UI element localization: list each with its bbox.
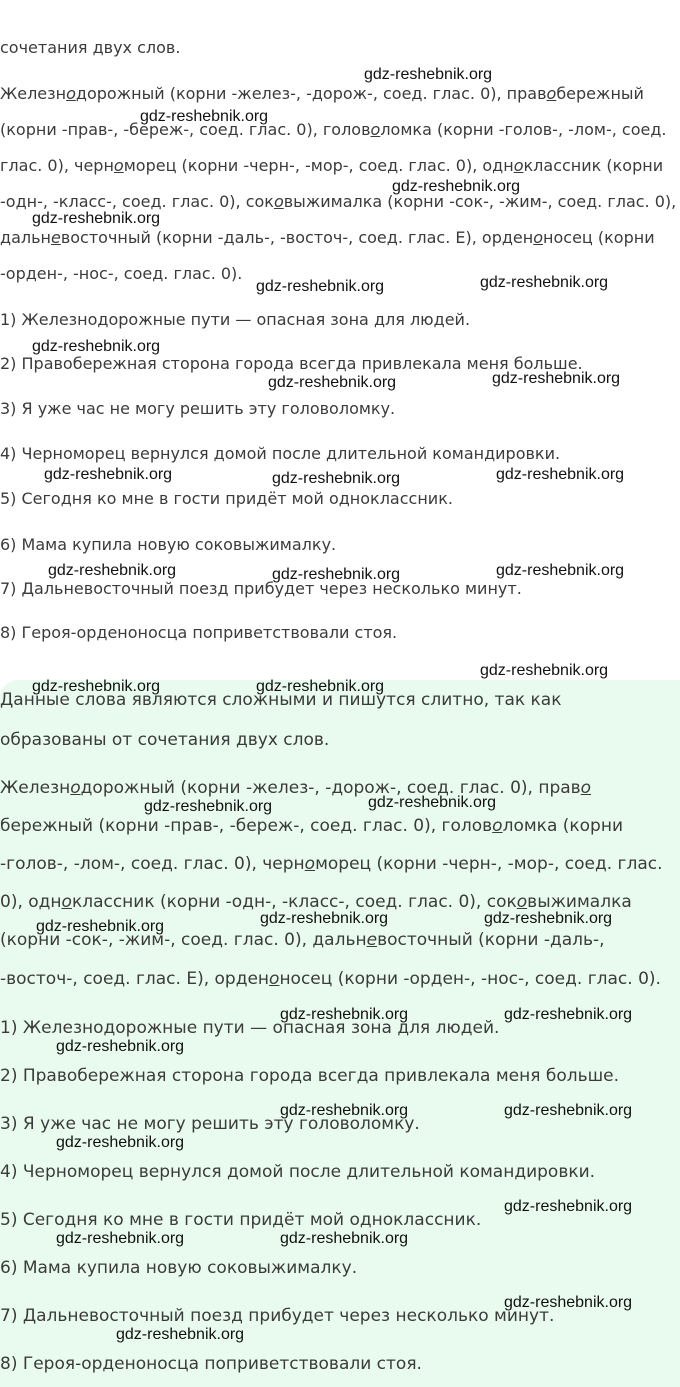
bottom-line: [0, 730, 329, 750]
top-line: [0, 192, 676, 212]
line-text: 6) Мама купила новую соковыжималку.: [0, 1258, 358, 1278]
line-text: 7) Дальневосточный поезд прибудет через несколько минут.: [0, 1306, 555, 1326]
top-line: [0, 579, 522, 599]
top-line: [0, 264, 242, 284]
connecting-vowel: о: [61, 892, 72, 912]
line-text: 1) Железнодорожные пути — опасная зона для людей.: [0, 1018, 500, 1038]
watermark: gdz-reshebnik.org: [56, 1038, 185, 1055]
line-text: 2) Правобережная сторона города всегда привлекала меня больше.: [0, 1066, 620, 1086]
connecting-vowel: о: [533, 228, 544, 247]
line-text: образованы от сочетания двух слов.: [0, 730, 330, 750]
watermark: gdz-reshebnik.org: [492, 370, 621, 387]
watermark: gdz-reshebnik.org: [256, 278, 385, 295]
watermark: gdz-reshebnik.org: [504, 1294, 633, 1311]
line-text: дорожный (корни -желез-, -дорож-, соед. глас. 0), прав: [75, 84, 547, 103]
watermark: gdz-reshebnik.org: [260, 910, 389, 927]
line-text: н: [55, 84, 67, 103]
top-line: [0, 38, 180, 58]
line-text: 5) Сегодня ко мне в гости придёт мой одноклассник.: [0, 1210, 482, 1230]
top-line: [0, 535, 336, 555]
bottom-line: [0, 969, 661, 989]
watermark: gdz-reshebnik.org: [504, 1006, 633, 1023]
line-text: 2) Правобережная сторона города всегда привлекала меня больше.: [0, 354, 583, 373]
line-text: дальн: [0, 228, 51, 247]
top-line: [0, 444, 560, 464]
line-text: ломка (корни -голов-, -лом-, соед.: [380, 120, 667, 139]
watermark: gdz-reshebnik.org: [272, 566, 401, 583]
watermark: gdz-reshebnik.org: [496, 562, 625, 579]
line-text: Желез: [0, 778, 60, 798]
line-text: бережный (корни -прав-, -береж-, соед. глас. 0), голов: [0, 816, 493, 836]
watermark: gdz-reshebnik.org: [140, 108, 269, 125]
watermark: gdz-reshebnik.org: [484, 910, 613, 927]
bottom-line: [0, 1162, 595, 1182]
top-line: [0, 310, 470, 330]
connecting-vowel: е: [50, 228, 61, 247]
line-text: восточный (корни -даль-,: [377, 930, 605, 950]
watermark: gdz-reshebnik.org: [504, 1198, 633, 1215]
watermark: gdz-reshebnik.org: [496, 466, 625, 483]
bottom-line: [0, 1258, 357, 1278]
bottom-line: [0, 892, 632, 912]
watermark: gdz-reshebnik.org: [280, 1102, 409, 1119]
connecting-vowel: о: [66, 84, 76, 103]
connecting-vowel: о: [492, 816, 503, 836]
bottom-line: [0, 1306, 554, 1326]
line-text: бережный: [556, 84, 644, 103]
line-text: -орден-, -нос-, соед. глас. 0).: [0, 264, 243, 283]
line-text: ломка (корни: [502, 816, 624, 836]
watermark: gdz-reshebnik.org: [256, 678, 385, 695]
watermark: gdz-reshebnik.org: [280, 1230, 409, 1247]
top-line: [0, 489, 453, 509]
watermark: gdz-reshebnik.org: [116, 1326, 245, 1343]
answer-block: [0, 680, 680, 1387]
watermark: gdz-reshebnik.org: [56, 1134, 185, 1151]
watermark: gdz-reshebnik.org: [368, 794, 497, 811]
connecting-vowel: о: [546, 84, 557, 103]
line-text: 3) Я уже час не могу решить эту головоломку.: [0, 1114, 420, 1134]
watermark: gdz-reshebnik.org: [280, 1006, 409, 1023]
line-text: морец (корни -черн-, -мор-, соед. глас.: [315, 854, 663, 874]
line-text: глас. 0), черн: [0, 156, 114, 175]
watermark: gdz-reshebnik.org: [272, 470, 401, 487]
bottom-line: [0, 1354, 422, 1374]
line-text: выжималка (корни -сок-, -жим-, соед. глас. 0),: [283, 192, 677, 211]
line-text: -голов-, -лом-, соед. глас. 0), черн: [0, 854, 305, 874]
bottom-line: [0, 1066, 619, 1086]
connecting-vowel: о: [273, 192, 284, 211]
top-line: [0, 399, 395, 419]
connecting-vowel: о: [516, 892, 528, 912]
watermark: gdz-reshebnik.org: [36, 918, 165, 935]
line-text: морец (корни -черн-, -мор-, соед. глас. 0), одн: [123, 156, 514, 175]
connecting-vowel: о: [269, 969, 280, 989]
line-text: Желез: [0, 84, 56, 103]
line-text: 4) Черноморец вернулся домой после длительной командировки.: [0, 1162, 596, 1182]
line-text: (корни -сок-, -жим-, соед. глас. 0), дальн: [0, 930, 367, 950]
line-text: 0), одн: [0, 892, 62, 912]
watermark: gdz-reshebnik.org: [44, 466, 173, 483]
line-text: 8) Героя-орденоносца поприветствовали стоя.: [0, 1354, 422, 1374]
top-line: [0, 156, 663, 176]
watermark: gdz-reshebnik.org: [144, 798, 273, 815]
line-text: выжималка: [527, 892, 632, 912]
connecting-vowel: о: [304, 854, 316, 874]
watermark: gdz-reshebnik.org: [268, 374, 397, 391]
connecting-vowel: о: [370, 120, 381, 139]
line-text: 6) Мама купила новую соковыжималку.: [0, 535, 337, 554]
line-text: (корни -прав-, -береж-, соед. глас. 0), голов: [0, 120, 371, 139]
line-text: дорожный (корни -желез-, -дорож-, соед. глас. 0), прав: [80, 778, 581, 798]
line-text: носец (корни -орден-, -нос-, соед. глас. 0).: [279, 969, 661, 989]
watermark: gdz-reshebnik.org: [504, 1102, 633, 1119]
line-text: 5) Сегодня ко мне в гости придёт мой одноклассник.: [0, 489, 453, 508]
connecting-vowel: о: [70, 778, 81, 798]
watermark: gdz-reshebnik.org: [32, 210, 161, 227]
bottom-line: [0, 778, 591, 798]
top-line: [0, 84, 644, 104]
line-text: 4) Черноморец вернулся домой после длительной командировки.: [0, 444, 561, 463]
watermark: gdz-reshebnik.org: [364, 66, 493, 83]
bottom-line: [0, 816, 623, 836]
watermark: gdz-reshebnik.org: [32, 678, 161, 695]
top-line: [0, 120, 667, 140]
line-text: классник (корни: [523, 156, 664, 175]
line-text: классник (корни -одн-, -класс-, соед. глас. 0), сок: [71, 892, 517, 912]
connecting-vowel: е: [366, 930, 378, 950]
watermark: gdz-reshebnik.org: [48, 562, 177, 579]
bottom-line: [0, 854, 663, 874]
line-text: 8) Героя-орденоносца поприветствовали стоя.: [0, 623, 398, 642]
watermark: gdz-reshebnik.org: [32, 338, 161, 355]
line-text: носец (корни: [543, 228, 655, 247]
connecting-vowel: о: [113, 156, 124, 175]
line-text: -одн-, -класс-, соед. глас. 0), сок: [0, 192, 274, 211]
line-text: 7) Дальневосточный поезд прибудет через несколько минут.: [0, 579, 522, 598]
line-text: 1) Железнодорожные пути — опасная зона для людей.: [0, 310, 471, 329]
line-text: н: [59, 778, 71, 798]
connecting-vowel: о: [580, 778, 592, 798]
watermark: gdz-reshebnik.org: [480, 662, 609, 679]
bottom-line: [0, 1210, 481, 1230]
bottom-line: [0, 1018, 499, 1038]
watermark: gdz-reshebnik.org: [480, 274, 609, 291]
line-text: -восточ-, соед. глас. Е), орден: [0, 969, 270, 989]
watermark: gdz-reshebnik.org: [392, 178, 521, 195]
watermark: gdz-reshebnik.org: [56, 1230, 185, 1247]
connecting-vowel: о: [513, 156, 524, 175]
line-text: восточный (корни -даль-, -восточ-, соед. глас. Е), орден: [60, 228, 534, 247]
line-text: Данные слова являются сложными и пишутся слитно, так как: [0, 690, 562, 710]
line-text: сочетания двух слов.: [0, 38, 181, 57]
top-line: [0, 228, 655, 248]
top-line: [0, 623, 397, 643]
line-text: 3) Я уже час не могу решить эту головоломку.: [0, 399, 396, 418]
